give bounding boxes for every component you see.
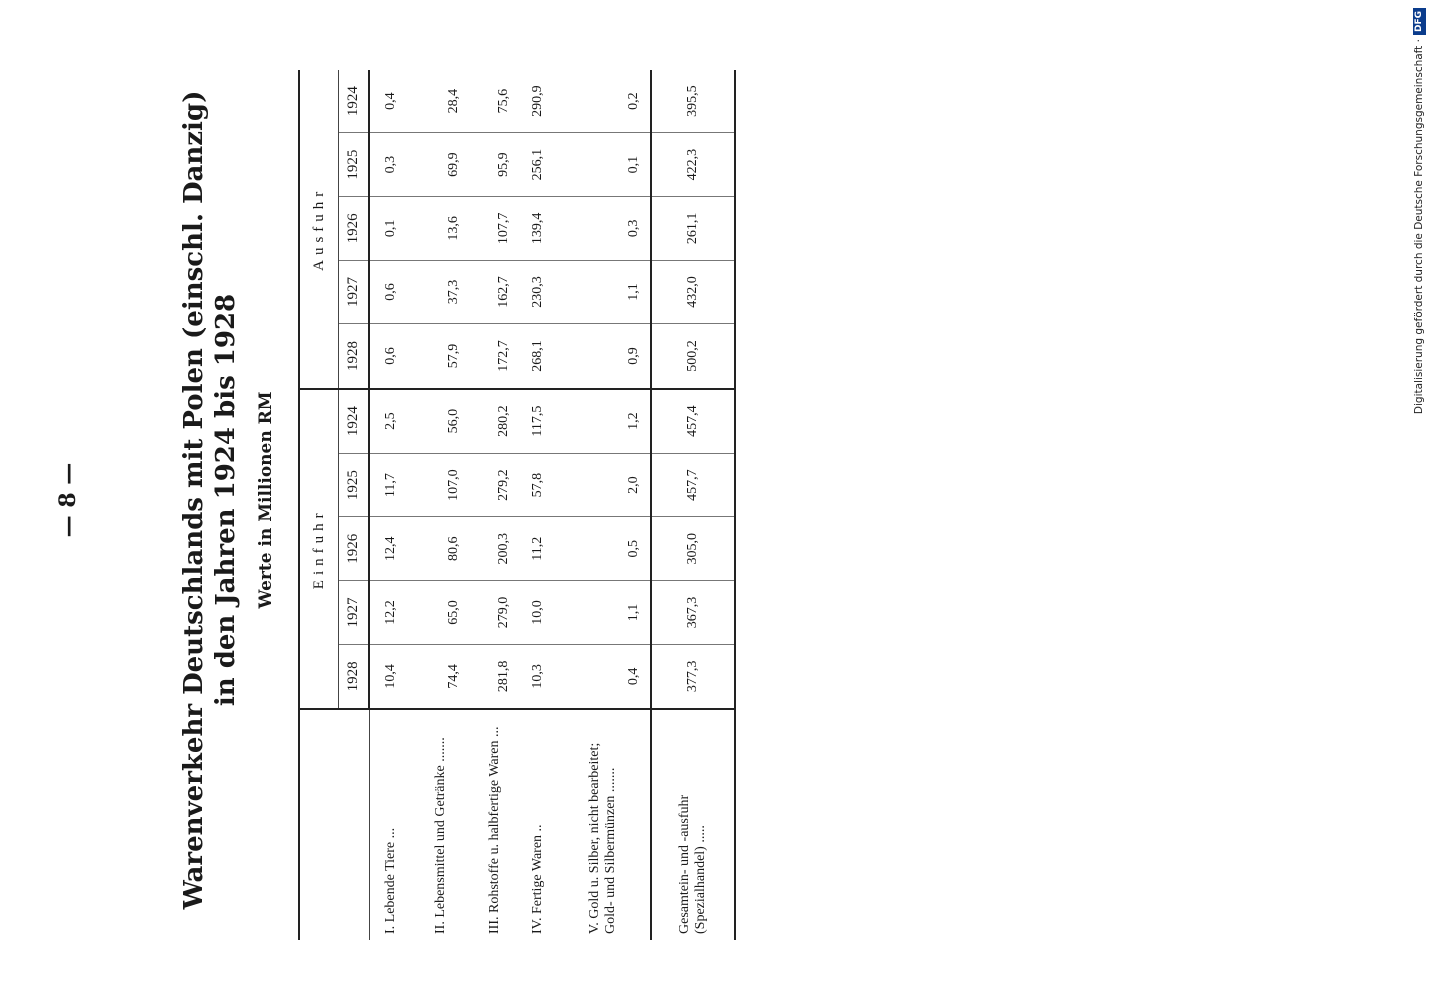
table-cell: 172,7 — [470, 324, 520, 389]
table-cell: 0,2 — [626, 92, 641, 110]
table-cell: 107,0 — [412, 453, 470, 517]
group-header-einfuhr: Einfuhr — [299, 389, 339, 709]
table-cell: 11,7 — [369, 453, 412, 517]
table-cell: 0,4 — [383, 92, 398, 110]
credit-text: Digitalisierung gefördert durch die Deutsche Forschungsgemeinschaft · — [1413, 39, 1425, 415]
year-header: 1926 — [339, 517, 370, 581]
table-cell: 0,5 — [556, 517, 651, 581]
table-cell: 0,3 — [369, 133, 412, 197]
year-header: 1928 — [339, 324, 370, 389]
page-subtitle: Werte in Millionen RM — [256, 391, 276, 609]
table-cell: 200,3 — [470, 517, 520, 581]
row-label: V. Gold u. Silber, nicht bearbeitet; Gold- und Silbermünzen ....... — [556, 709, 651, 940]
digitization-credit — [1410, 8, 1428, 415]
table-cell: 280,2 — [470, 389, 520, 454]
credit-text-block — [1412, 8, 1426, 415]
table-cell: 10,3 — [520, 644, 556, 709]
table-cell: 12,4 — [369, 517, 412, 581]
year-header: 1927 — [339, 260, 370, 324]
table-cell: 457,7 — [651, 453, 735, 517]
table-row-total — [651, 70, 735, 940]
table-cell: 0,1 — [369, 196, 412, 260]
table-cell: 367,3 — [651, 581, 735, 645]
table-cell: 2,5 — [369, 389, 412, 454]
group-header-ausfuhr: Ausfuhr — [299, 70, 339, 389]
trade-table — [298, 70, 736, 940]
table-cell: 1,2 — [556, 389, 651, 454]
title-line-2: in den Jahren 1924 bis 1928 — [211, 293, 241, 707]
table-row — [412, 70, 470, 940]
page-title — [178, 0, 242, 1000]
table-cell: 290,9 — [530, 85, 545, 117]
table-cell: 279,2 — [470, 453, 520, 517]
table-cell: 10,0 — [520, 581, 556, 645]
table-row — [369, 70, 412, 940]
table-cell: 261,1 — [651, 196, 735, 260]
table-cell: 1,1 — [556, 260, 651, 324]
table-cell: 432,0 — [651, 260, 735, 324]
table-cell: 1,1 — [556, 581, 651, 645]
table-cell: 57,9 — [412, 324, 470, 389]
table-cell: 11,2 — [520, 517, 556, 581]
table-cell: 457,4 — [651, 389, 735, 454]
table-cell: 0,1 — [556, 133, 651, 197]
year-header: 1926 — [339, 196, 370, 260]
year-header: 1924 — [339, 70, 370, 133]
table-cell: 13,6 — [412, 196, 470, 260]
year-header: 1925 — [339, 133, 370, 197]
table-cell: 65,0 — [412, 581, 470, 645]
table-cell: 230,3 — [520, 260, 556, 324]
year-header: 1925 — [339, 453, 370, 517]
table-row — [556, 70, 651, 940]
table-cell: 2,0 — [556, 453, 651, 517]
table-cell: 162,7 — [470, 260, 520, 324]
table-cell: 0,6 — [369, 260, 412, 324]
table-cell: 56,0 — [412, 389, 470, 454]
table-cell: 95,9 — [470, 133, 520, 197]
row-label: Gesamtein- und -ausfuhr (Spezialhandel) ..... — [651, 709, 735, 940]
table-cell: 281,8 — [470, 644, 520, 709]
table-row — [520, 70, 556, 940]
dfg-logo: DFG — [1413, 8, 1426, 35]
row-label: II. Lebensmittel und Getränke ....... — [412, 709, 470, 940]
table-cell: 279,0 — [470, 581, 520, 645]
row-label: I. Lebende Tiere ... — [369, 709, 412, 940]
table-cell: 0,6 — [369, 324, 412, 389]
table-cell: 305,0 — [651, 517, 735, 581]
table-cell: 107,7 — [470, 196, 520, 260]
table-cell: 268,1 — [520, 324, 556, 389]
row-label: III. Rohstoffe u. halbfertige Waren ... — [470, 709, 520, 940]
table-cell: 422,3 — [651, 133, 735, 197]
table-row — [470, 70, 520, 940]
title-line-1: Warenverkehr Deutschlands mit Polen (einschl. Danzig) — [179, 90, 209, 910]
table-cell: 12,2 — [369, 581, 412, 645]
table-cell: 0,4 — [556, 644, 651, 709]
table-cell: 377,3 — [651, 644, 735, 709]
year-header: 1927 — [339, 581, 370, 645]
table-cell: 69,9 — [412, 133, 470, 197]
year-header: 1924 — [339, 389, 370, 454]
table-cell: 28,4 — [446, 88, 461, 114]
table-cell: 74,4 — [412, 644, 470, 709]
page-number: — 8 — — [55, 462, 81, 538]
table-cell: 0,9 — [556, 324, 651, 389]
table-cell: 80,6 — [412, 517, 470, 581]
label-column-header — [299, 709, 369, 940]
table-cell: 0,3 — [556, 196, 651, 260]
table-cell: 57,8 — [520, 453, 556, 517]
row-label: IV. Fertige Waren .. — [520, 709, 556, 940]
table-cell: 139,4 — [520, 196, 556, 260]
table-cell: 500,2 — [651, 324, 735, 389]
table-cell: 10,4 — [369, 644, 412, 709]
table-cell: 117,5 — [520, 389, 556, 454]
table-cell: 37,3 — [412, 260, 470, 324]
table-cell: 256,1 — [520, 133, 556, 197]
table-cell: 395,5 — [651, 70, 735, 133]
year-header: 1928 — [339, 644, 370, 709]
table-cell: 75,6 — [496, 88, 511, 114]
